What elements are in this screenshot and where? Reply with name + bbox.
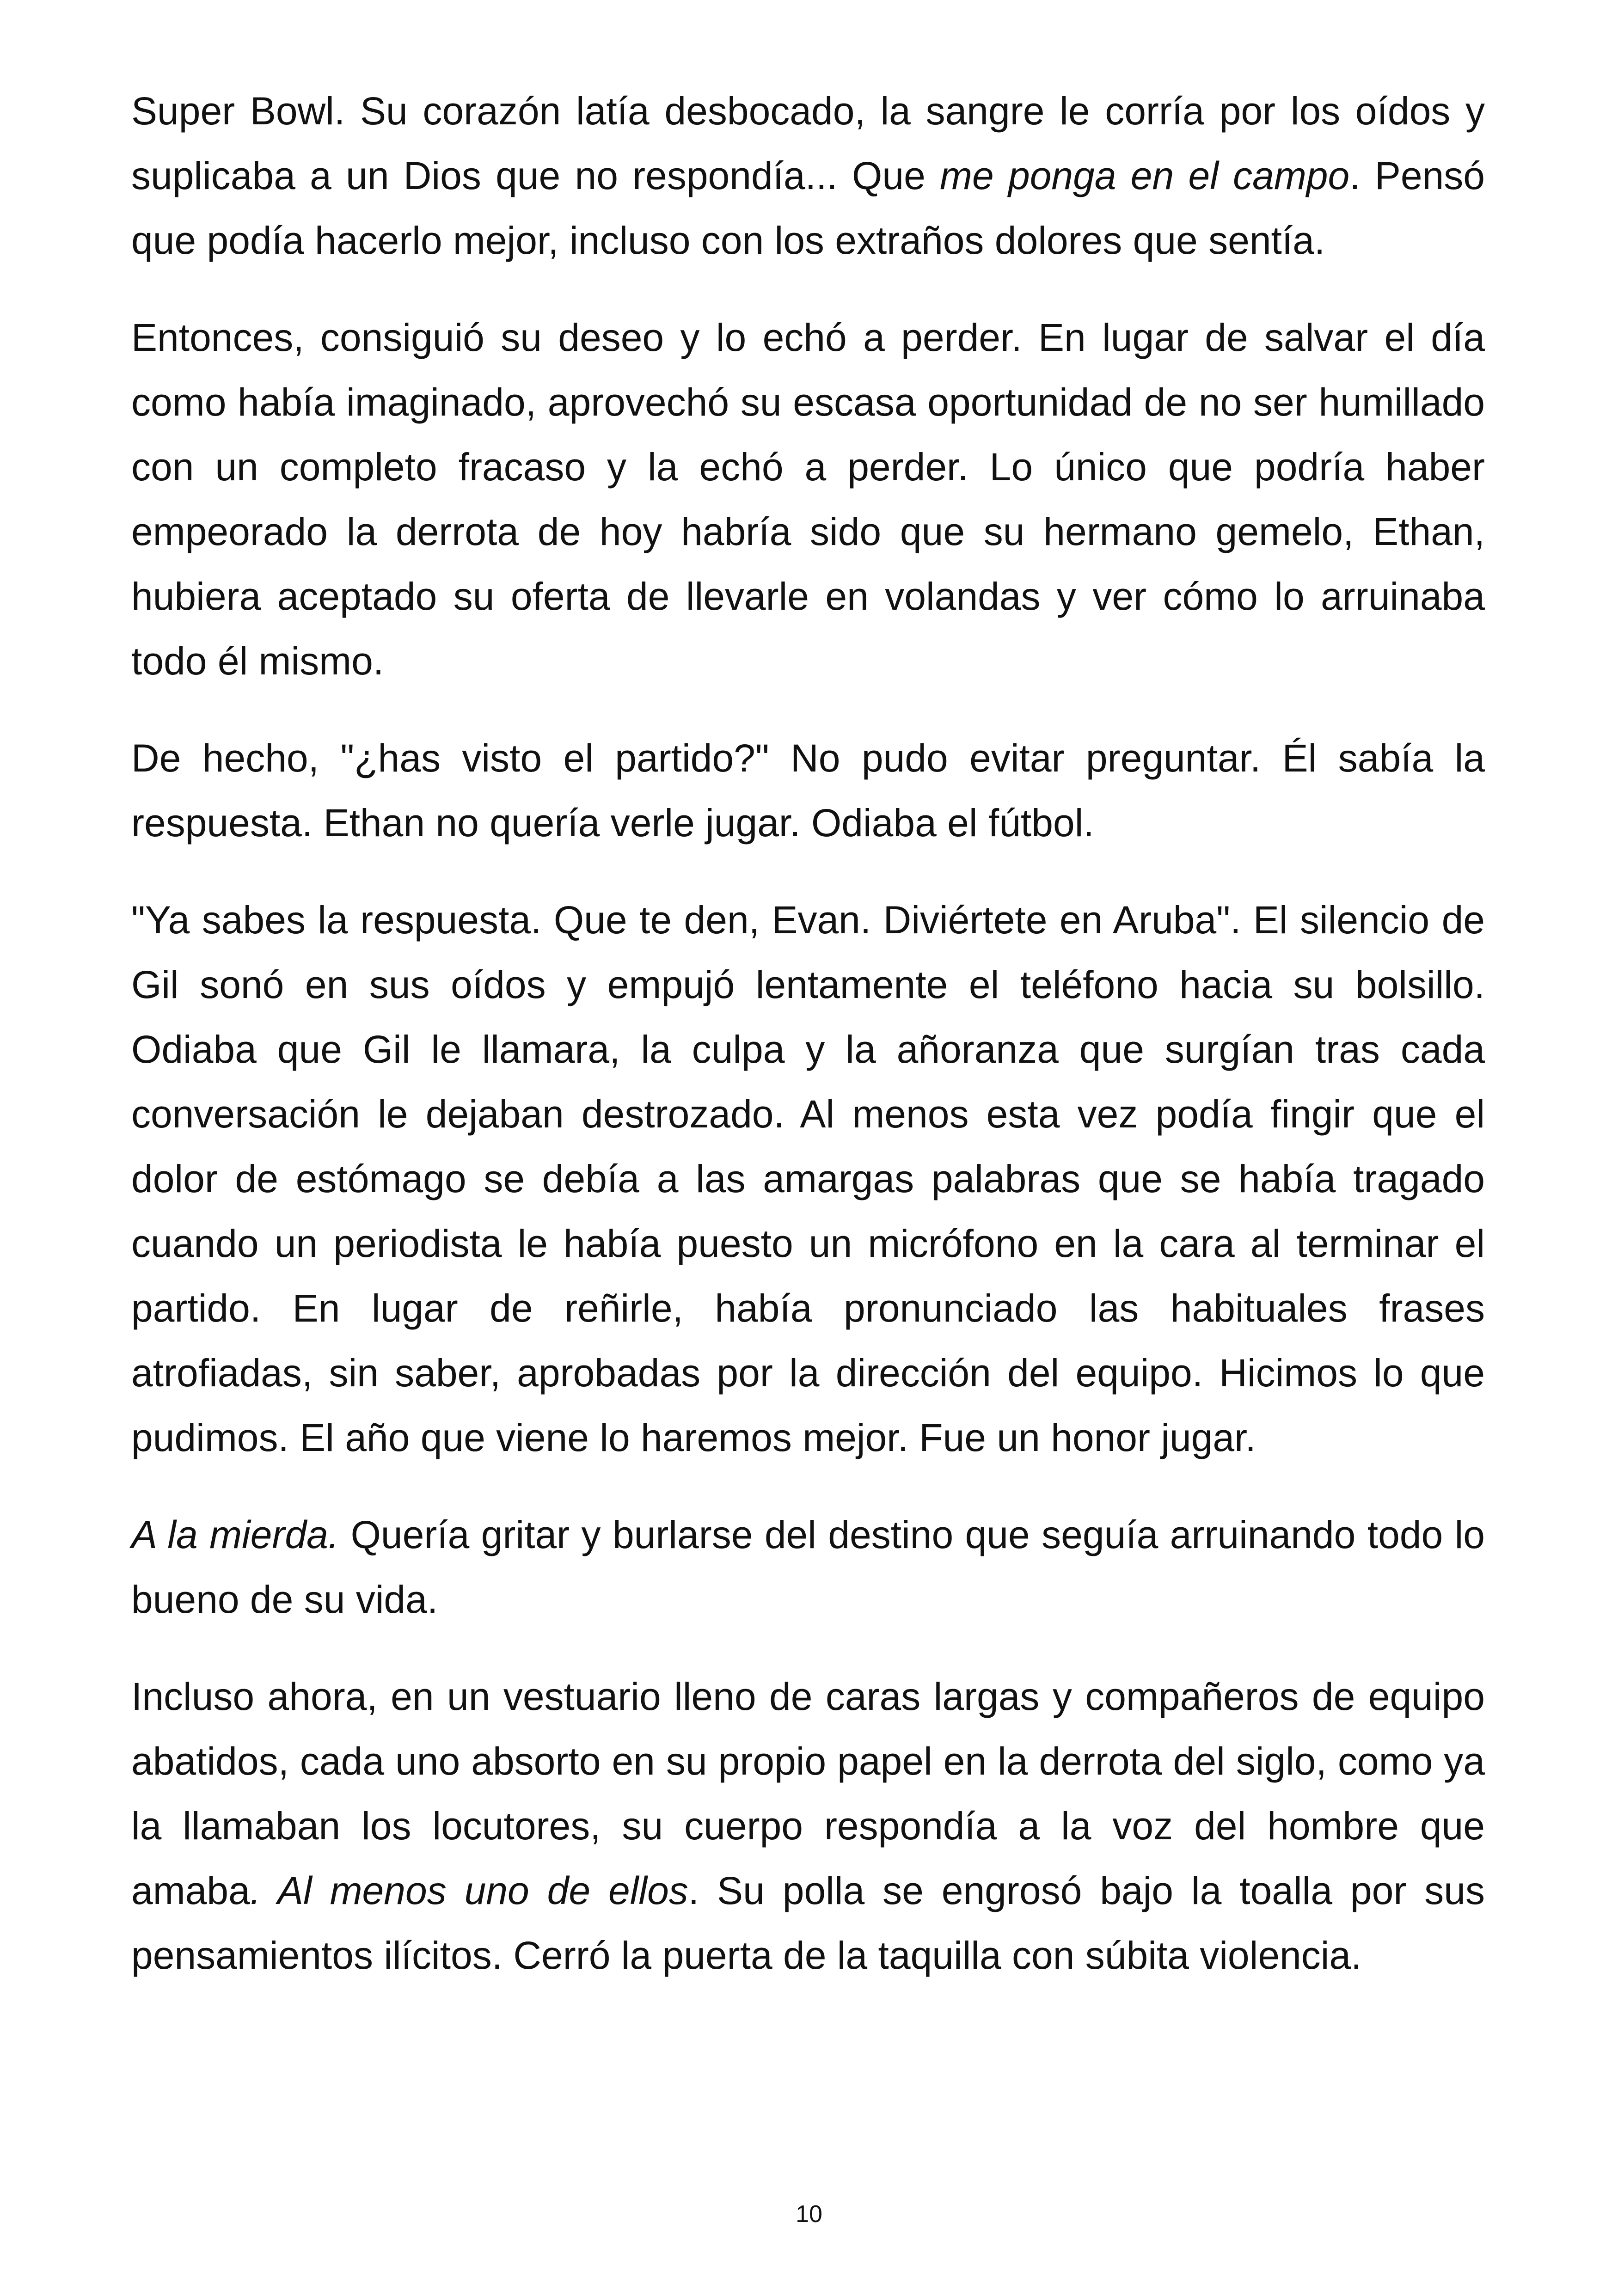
text-run: Entonces, consiguió su deseo y lo echó a perder. En lugar de salvar el día como había imaginado, aprovechó su escasa oportunidad de no ser humillado con un completo fracaso y la echó a perder. Lo único que podría haber empeorado la derrota de hoy habría sido que su hermano gemelo, Ethan, hubiera aceptado su oferta de llevarle en volandas y ver cómo lo arruinaba todo él mismo. [131,316,1485,683]
paragraph-1 [131,79,1485,273]
text-run: Incluso ahora, en un vestuario lleno de caras largas y compañeros de equipo abatidos, cada uno absorto en su propio papel en la derrota del siglo, como ya la llamaban los locutores, su cuerpo respondía a la voz del hombre que amaba [131,1675,1485,1912]
paragraph-6 [131,1664,1485,1988]
paragraph-5 [131,1502,1485,1632]
text-run: Quería gritar y burlarse del destino que seguía arruinando todo lo bueno de su vida. [131,1513,1485,1621]
text-run: "Ya sabes la respuesta. Que te den, Evan. Diviértete en Aruba". El silencio de Gil sonó en sus oídos y empujó lentamente el teléfono hacia su bolsillo. Odiaba que Gil le llamara, la culpa y la añoranza que surgían tras cada conversación le dejaban destrozado. Al menos esta vez podía fingir que el dolor de estómago se debía a las amargas palabras que se había tragado cuando un periodista le había puesto un micrófono en la cara al terminar el partido. En lugar de reñirle, había pronunciado las habituales frases atrofiadas, sin saber, aprobadas por la dirección del equipo. Hicimos lo que pudimos. El año que viene lo haremos mejor. Fue un honor jugar. [131,898,1485,1459]
text-run: De hecho, "¿has visto el partido?" No pudo evitar preguntar. Él sabía la respuesta. Ethan no quería verle jugar. Odiaba el fútbol. [131,736,1485,845]
paragraph-3 [131,726,1485,855]
body-text [131,79,1485,2020]
paragraph-2 [131,305,1485,693]
paragraph-4 [131,888,1485,1470]
text-run-italic: me ponga en el campo [940,154,1350,197]
text-run-italic: . Al menos uno de ellos [250,1869,688,1912]
text-run: . Su polla se engrosó bajo la toalla por sus pensamientos ilícitos. Cerró la puerta de la taquilla con súbita violencia. [131,1869,1485,1977]
page-number: 10 [796,2201,822,2228]
text-run: Super Bowl. Su corazón latía desbocado, la sangre le corría por los oídos y suplicaba a un Dios que no respondía... Que [131,89,1485,197]
text-run-italic: A la mierda. [131,1513,339,1556]
text-run: . Pensó que podía hacerlo mejor, incluso con los extraños dolores que sentía. [131,154,1485,262]
